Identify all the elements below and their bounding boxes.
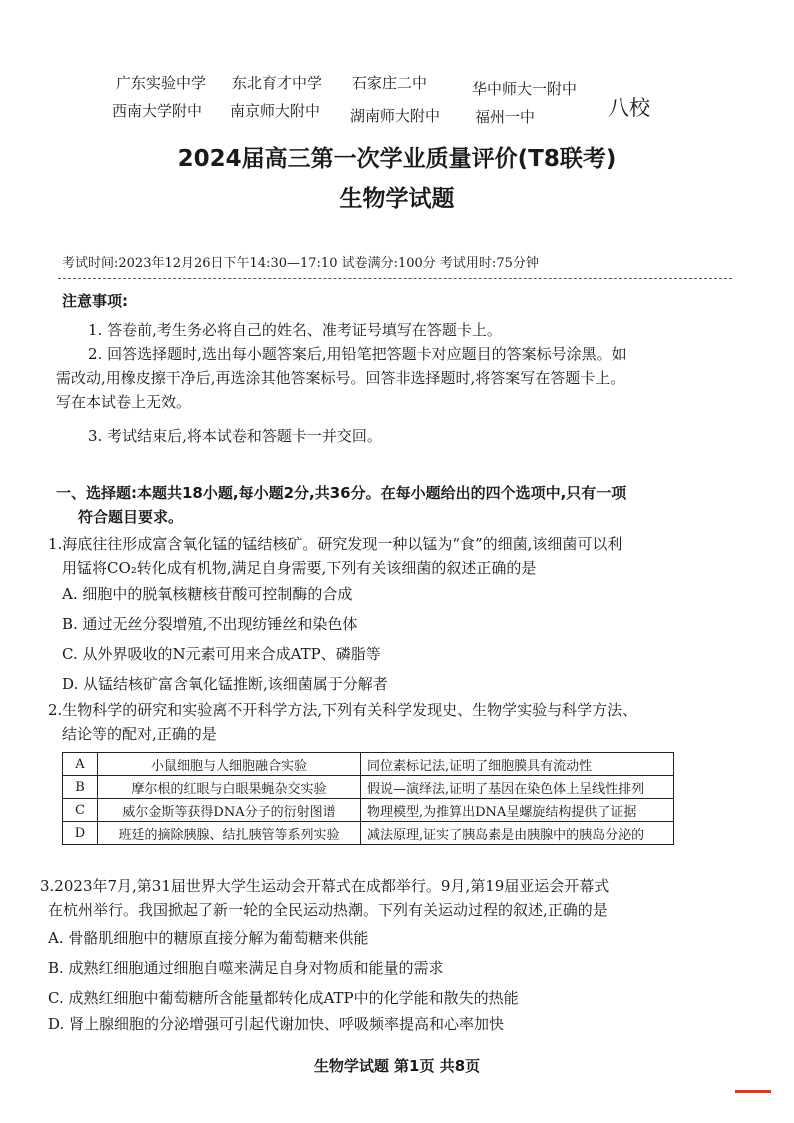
q1-option-d: D. 从锰结核矿富含氧化锰推断,该细菌属于分解者 — [62, 675, 388, 693]
row-key: A — [63, 753, 98, 776]
q3-stem: 3.2023年7月,第31届世界大学生运动会开幕式在成都举行。9月,第19届亚运会开幕式 — [40, 877, 610, 895]
exam-subtitle: 生物学试题 — [339, 186, 455, 212]
section-heading-cont: 符合题目要求。 — [78, 508, 184, 526]
school-8: 福州一中 — [475, 108, 536, 126]
row-method: 物理模型,为推算出DNA呈螺旋结构提供了证据 — [361, 799, 674, 822]
q3-option-c: C. 成熟红细胞中葡萄糖所含能量都转化成ATP中的化学能和散失的热能 — [48, 989, 519, 1007]
table-row — [63, 753, 674, 776]
table-row — [63, 776, 674, 799]
table-row — [63, 822, 674, 845]
school-7: 湖南师大附中 — [350, 107, 441, 125]
row-experiment: 小鼠细胞与人细胞融合实验 — [98, 753, 361, 776]
q1-option-a: A. 细胞中的脱氧核糖核苷酸可控制酶的合成 — [62, 585, 353, 603]
row-experiment: 威尔金斯等获得DNA分子的衍射图谱 — [98, 799, 361, 822]
exam-title: 2024届高三第一次学业质量评价(T8联考) — [177, 146, 617, 172]
q1-stem-cont: 用锰将CO₂转化成有机物,满足自身需要,下列有关该细菌的叙述正确的是 — [62, 559, 537, 577]
row-key: D — [63, 822, 98, 845]
q1-stem: 1.海底往往形成富含氧化锰的锰结核矿。研究发现一种以锰为“食”的细菌,该细菌可以利 — [48, 535, 623, 553]
row-experiment: 班廷的摘除胰腺、结扎胰管等系列实验 — [98, 822, 361, 845]
q2-stem-cont: 结论等的配对,正确的是 — [62, 725, 217, 743]
notice-item-2a: 2. 回答选择题时,选出每小题答案后,用铅笔把答题卡对应题目的答案标号涂黑。如 — [88, 345, 627, 363]
row-method: 减法原理,证实了胰岛素是由胰腺中的胰岛分泌的 — [361, 822, 674, 845]
row-key: C — [63, 799, 98, 822]
red-mark — [735, 1090, 771, 1093]
table-row — [63, 799, 674, 822]
school-5: 西南大学附中 — [112, 102, 203, 120]
school-3: 石家庄二中 — [352, 74, 428, 92]
school-6: 南京师大附中 — [230, 102, 321, 120]
notice-item-1: 1. 答卷前,考生务必将自己的姓名、准考证号填写在答题卡上。 — [88, 321, 502, 339]
q3-option-a: A. 骨骼肌细胞中的糖原直接分解为葡萄糖来供能 — [48, 929, 369, 947]
q1-option-c: C. 从外界吸收的N元素可用来合成ATP、磷脂等 — [62, 645, 381, 663]
row-experiment: 摩尔根的红眼与白眼果蝇杂交实验 — [98, 776, 361, 799]
notice-item-2c: 写在本试卷上无效。 — [56, 393, 192, 411]
q2-stem: 2.生物科学的研究和实验离不开科学方法,下列有关科学发现史、生物学实验与科学方法、 — [48, 701, 638, 719]
section-heading: 一、选择题:本题共18小题,每小题2分,共36分。在每小题给出的四个选项中,只有一项 — [56, 484, 627, 502]
school-4: 华中师大一附中 — [472, 80, 578, 98]
q1-option-b: B. 通过无丝分裂增殖,不出现纺锤丝和染色体 — [62, 615, 358, 633]
eight-schools-badge: 八校 — [608, 96, 650, 120]
row-method: 同位素标记法,证明了细胞膜具有流动性 — [361, 753, 674, 776]
school-1: 广东实验中学 — [116, 74, 207, 92]
q2-pairing-table — [62, 752, 674, 845]
row-method: 假说—演绎法,证明了基因在染色体上呈线性排列 — [361, 776, 674, 799]
school-2: 东北育才中学 — [232, 74, 323, 92]
q3-option-d: D. 肾上腺细胞的分泌增强可引起代谢加快、呼吸频率提高和心率加快 — [48, 1015, 505, 1033]
notice-heading: 注意事项: — [62, 292, 128, 310]
divider — [58, 278, 732, 279]
notice-item-2b: 需改动,用橡皮擦干净后,再选涂其他答案标号。回答非选择题时,将答案写在答题卡上。 — [56, 369, 626, 387]
exam-info: 考试时间:2023年12月26日下午14:30—17:10 试卷满分:100分 考试用时:75分钟 — [62, 256, 539, 271]
notice-item-3: 3. 考试结束后,将本试卷和答题卡一并交回。 — [88, 427, 382, 445]
q3-option-b: B. 成熟红细胞通过细胞自噬来满足自身对物质和能量的需求 — [48, 959, 444, 977]
q3-stem-cont: 在杭州举行。我国掀起了新一轮的全民运动热潮。下列有关运动过程的叙述,正确的是 — [48, 901, 608, 919]
page-footer: 生物学试题 第1页 共8页 — [313, 1057, 481, 1075]
row-key: B — [63, 776, 98, 799]
